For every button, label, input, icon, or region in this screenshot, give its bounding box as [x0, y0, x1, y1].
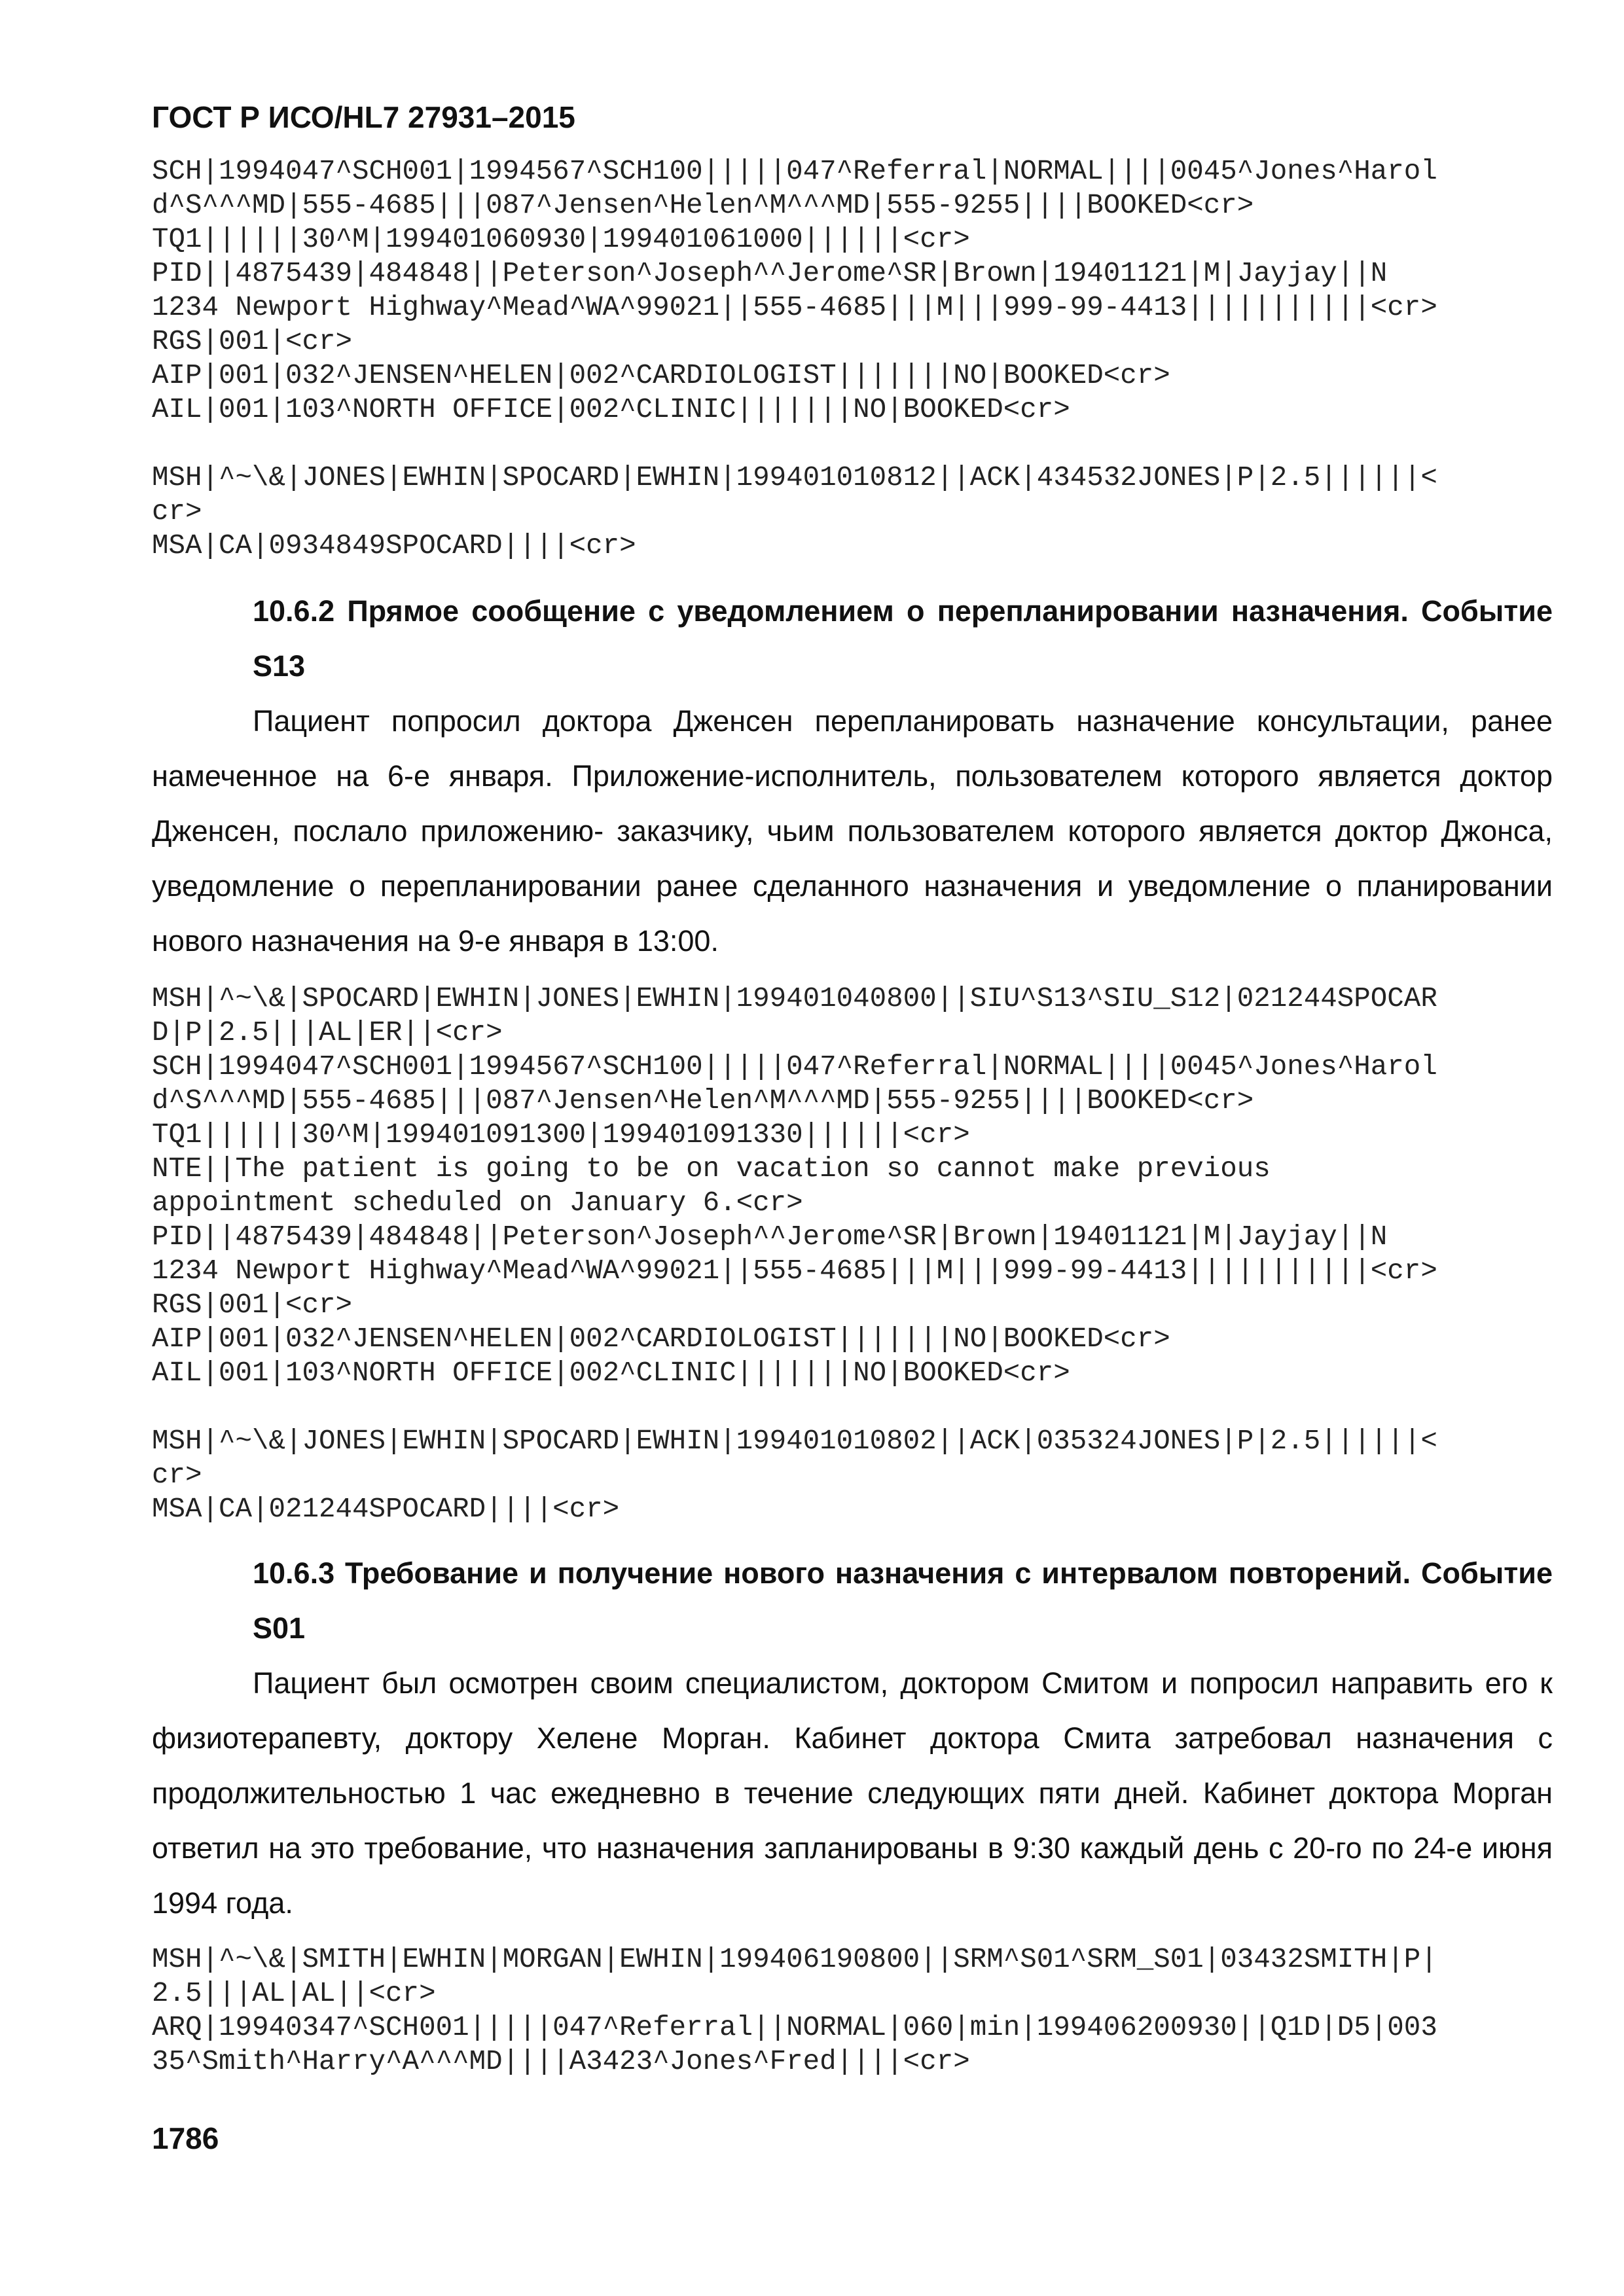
hl7-ack-block: MSH|^~\&|JONES|EWHIN|SPOCARD|EWHIN|199401010812||ACK|434532JONES|P|2.5||||||< cr> MSA|CA|0934849SPOCARD||||<cr> [152, 462, 1437, 562]
document-header: ГОСТ Р ИСО/HL7 27931–2015 [152, 100, 575, 134]
section-heading: 10.6.3 Требование и получение нового назначения с интервалом повторений. Событие S01 [253, 1556, 1553, 1645]
section-paragraph: Пациент был осмотрен своим специалистом, доктором Смитом и попросил направить его к физиотерапевту, доктору Хелене Морган. Кабинет доктора Смита затребовал назначения с продолжительностью 1 час ежедневно в течение следующих пяти дней. Кабинет доктора Морган ответил на это требование, что назначения запланированы в 9:30 каждый день с 20-го по 24-е июня 1994 года. [152, 1666, 1553, 1920]
hl7-message-block: MSH|^~\&|SMITH|EWHIN|MORGAN|EWHIN|199406190800||SRM^S01^SRM_S01|03432SMITH|P| 2.5|||AL|AL||<cr> ARQ|19940347^SCH001|||||047^Referral||NORMAL|060|min|199406200930||Q1D|D5|003 35^Smith^Harry^A^^^MD||||A3423^Jones^Fred||||<cr> [152, 1944, 1437, 2077]
section-paragraph: Пациент попросил доктора Дженсен перепланировать назначение консультации, ранее намеченное на 6-е января. Приложение-исполнитель, пользователем которого является доктор Дженсен, послало приложению- заказчику, чьим пользователем которого является доктор Джонса, уведомление о перепланировании ранее сделанного назначения и уведомление о планировании нового назначения на 9-е января в 13:00. [152, 704, 1553, 958]
page-number: 1786 [152, 2121, 219, 2155]
hl7-ack-block: MSH|^~\&|JONES|EWHIN|SPOCARD|EWHIN|199401010802||ACK|035324JONES|P|2.5||||||< cr> MSA|CA|021244SPOCARD||||<cr> [152, 1426, 1437, 1525]
section-heading: 10.6.2 Прямое сообщение с уведомлением о перепланировании назначения. Событие S13 [253, 594, 1553, 683]
hl7-message-block: MSH|^~\&|SPOCARD|EWHIN|JONES|EWHIN|199401040800||SIU^S13^SIU_S12|021244SPOCAR D|P|2.5|||AL|ER||<cr> SCH|1994047^SCH001|1994567^SCH100|||||047^Referral|NORMAL||||0045^Jones^Harol d^S^^^MD|555-4685|||087^Jensen^Helen^M^^^MD|555-9255||||BOOKED<cr> TQ1||||||30^M|199401091300|199401091330||||||<cr> NTE||The patient is going to be on vacation so cannot make previous appointment scheduled on January 6.<cr> PID||4875439|484848||Peterson^Joseph^^Jerome^SR|Brown|19401121|M|Jayjay||N 1234 Newport Highway^Mead^WA^99021||555-4685|||M|||999-99-4413|||||||||||<cr> RGS|001|<cr> AIP|001|032^JENSEN^HELEN|002^CARDIOLOGIST|||||||NO|BOOKED<cr> AIL|001|103^NORTH OFFICE|002^CLINIC|||||||NO|BOOKED<cr> [152, 983, 1437, 1389]
hl7-message-block: SCH|1994047^SCH001|1994567^SCH100|||||047^Referral|NORMAL||||0045^Jones^Harol d^S^^^MD|555-4685|||087^Jensen^Helen^M^^^MD|555-9255||||BOOKED<cr> TQ1||||||30^M|199401060930|199401061000||||||<cr> PID||4875439|484848||Peterson^Joseph^^Jerome^SR|Brown|19401121|M|Jayjay||N 1234 Newport Highway^Mead^WA^99021||555-4685|||M|||999-99-4413|||||||||||<cr> RGS|001|<cr> AIP|001|032^JENSEN^HELEN|002^CARDIOLOGIST|||||||NO|BOOKED<cr> AIL|001|103^NORTH OFFICE|002^CLINIC|||||||NO|BOOKED<cr> [152, 156, 1437, 425]
